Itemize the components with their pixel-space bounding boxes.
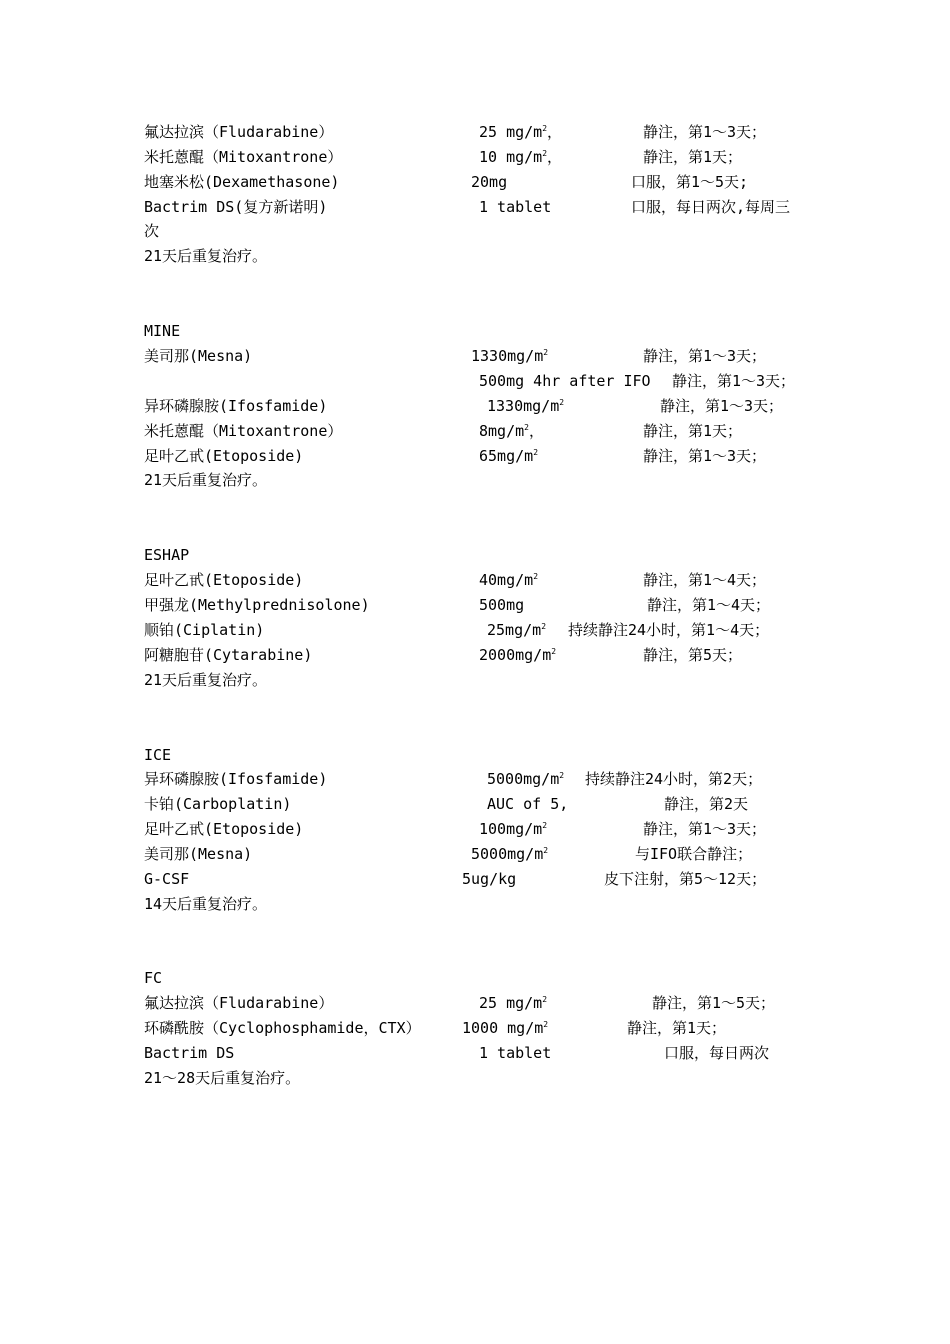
dose: $65mg/m^2$: [479, 447, 539, 465]
regimen-row: [0, 195, 950, 220]
drug-name: 美司那(Mesna): [144, 347, 253, 365]
regimen-row: [0, 344, 950, 369]
dose: 5ug/kg: [462, 870, 517, 888]
regimen-row: [0, 618, 950, 643]
route: 持续静注24小时，第2天；: [585, 770, 763, 788]
regimen-row: [0, 792, 950, 817]
route: 静注，第1～3天；: [643, 447, 767, 465]
dose: $8mg/m^2$，: [479, 422, 544, 440]
section-title-line: [0, 543, 950, 568]
drug-name: 异环磷腺胺(Ifosfamide): [144, 770, 328, 788]
regimen-row: [0, 394, 950, 419]
section-title-line: [0, 319, 950, 344]
drug-name: Bactrim DS: [144, 1044, 235, 1062]
drug-name: 米托蒽醌（Mitoxantrone）: [144, 422, 343, 440]
route: 静注，第2天: [664, 795, 749, 813]
dose: $100mg/m^2$: [479, 820, 548, 838]
route: 静注，第1天；: [643, 422, 743, 440]
regimen-row: [0, 1041, 950, 1066]
repeat-note-line: [0, 1066, 950, 1091]
route: 口服，第1～5天;: [631, 173, 749, 191]
regimen-row: [0, 767, 950, 792]
dose: $1330mg/m^2$: [471, 347, 549, 365]
dose: 25 $mg/m^2$: [479, 994, 548, 1012]
drug-name: 异环磷腺胺(Ifosfamide): [144, 397, 328, 415]
section-title: MINE: [144, 322, 181, 340]
drug-name: 足叶乙甙(Etoposide): [144, 571, 304, 589]
route: 静注，第1～3天；: [643, 820, 767, 838]
dose: AUC of 5,: [487, 795, 569, 813]
regimen-row: [0, 120, 950, 145]
repeat-note-line: [0, 668, 950, 693]
route: 静注，第1～4天；: [643, 571, 767, 589]
route: 皮下注射，第5～12天；: [604, 870, 767, 888]
drug-name: 氟达拉滨（Fludarabine）: [144, 994, 334, 1012]
section-title-line: [0, 966, 950, 991]
route: 口服，每日两次: [664, 1044, 770, 1062]
route-continuation: 次: [144, 222, 160, 240]
repeat-note-line: [0, 244, 950, 269]
repeat-note-line: [0, 892, 950, 917]
repeat-note-line: [0, 468, 950, 493]
repeat-note: 14天后重复治疗。: [144, 895, 268, 913]
drug-name: 顺铂(Ciplatin): [144, 621, 265, 639]
section-title: ESHAP: [144, 546, 190, 564]
drug-name: Bactrim DS(复方新诺明): [144, 198, 328, 216]
drug-name: 阿糖胞苷(Cytarabine): [144, 646, 313, 664]
dose: 500mg: [479, 596, 525, 614]
dose: $1330mg/m^2$: [487, 397, 565, 415]
dose: 25 $mg/m^2$，: [479, 123, 563, 141]
drug-name: 地塞米松(Dexamethasone): [144, 173, 340, 191]
dose: 20mg: [471, 173, 508, 191]
route: 静注，第1～3天；: [660, 397, 784, 415]
repeat-note: 21天后重复治疗。: [144, 247, 268, 265]
route: 静注，第1～4天；: [647, 596, 771, 614]
wrapped-text: [0, 219, 950, 244]
repeat-note: 21天后重复治疗。: [144, 471, 268, 489]
regimen-row: [0, 145, 950, 170]
section-title-line: [0, 743, 950, 768]
drug-name: 氟达拉滨（Fludarabine）: [144, 123, 334, 141]
regimen-row: [0, 1016, 950, 1041]
section-title: FC: [144, 969, 163, 987]
route: 静注，第1～3天；: [672, 372, 796, 390]
regimen-row: [0, 991, 950, 1016]
dose: $40mg/m^2$: [479, 571, 539, 589]
dose: 10 $mg/m^2$，: [479, 148, 563, 166]
regimen-row: [0, 568, 950, 593]
regimen-row: [0, 817, 950, 842]
regimen-row: [0, 369, 950, 394]
dose: $5000mg/m^2$: [471, 845, 549, 863]
regimen-row: [0, 170, 950, 195]
route: 与IFO联合静注；: [635, 845, 753, 863]
dose: 1 tablet: [479, 198, 552, 216]
regimen-row: [0, 593, 950, 618]
route: 静注，第1天；: [643, 148, 743, 166]
repeat-note: 21～28天后重复治疗。: [144, 1069, 301, 1087]
regimen-row: [0, 444, 950, 469]
repeat-note: 21天后重复治疗。: [144, 671, 268, 689]
route: 静注，第5天；: [643, 646, 743, 664]
dose: $25mg/m^2$: [487, 621, 547, 639]
route: 静注，第1～5天；: [652, 994, 776, 1012]
drug-name: 美司那(Mesna): [144, 845, 253, 863]
drug-name: 足叶乙甙(Etoposide): [144, 820, 304, 838]
route: 持续静注24小时，第1～4天；: [568, 621, 770, 639]
route: 静注，第1～3天；: [643, 123, 767, 141]
regimen-row: [0, 419, 950, 444]
dose: $2000mg/m^2$: [479, 646, 557, 664]
drug-name: 环磷酰胺（Cyclophosphamide，CTX）: [144, 1019, 421, 1037]
regimen-row: [0, 842, 950, 867]
drug-name: G-CSF: [144, 870, 190, 888]
section-title: ICE: [144, 746, 172, 764]
route: 静注，第1天；: [627, 1019, 727, 1037]
drug-name: 卡铂(Carboplatin): [144, 795, 292, 813]
regimen-row: [0, 643, 950, 668]
route: 口服，每日两次,每周三: [631, 198, 791, 216]
drug-name: 足叶乙甙(Etoposide): [144, 447, 304, 465]
dose: 500mg 4hr after IFO: [479, 372, 651, 390]
regimen-row: [0, 867, 950, 892]
route: 静注，第1～3天；: [643, 347, 767, 365]
dose: $5000mg/m^2$: [487, 770, 565, 788]
drug-name: 甲强龙(Methylprednisolone): [144, 596, 370, 614]
drug-name: 米托蒽醌（Mitoxantrone）: [144, 148, 343, 166]
dose: 1 tablet: [479, 1044, 552, 1062]
dose: 1000 $mg/m^2$: [462, 1019, 549, 1037]
